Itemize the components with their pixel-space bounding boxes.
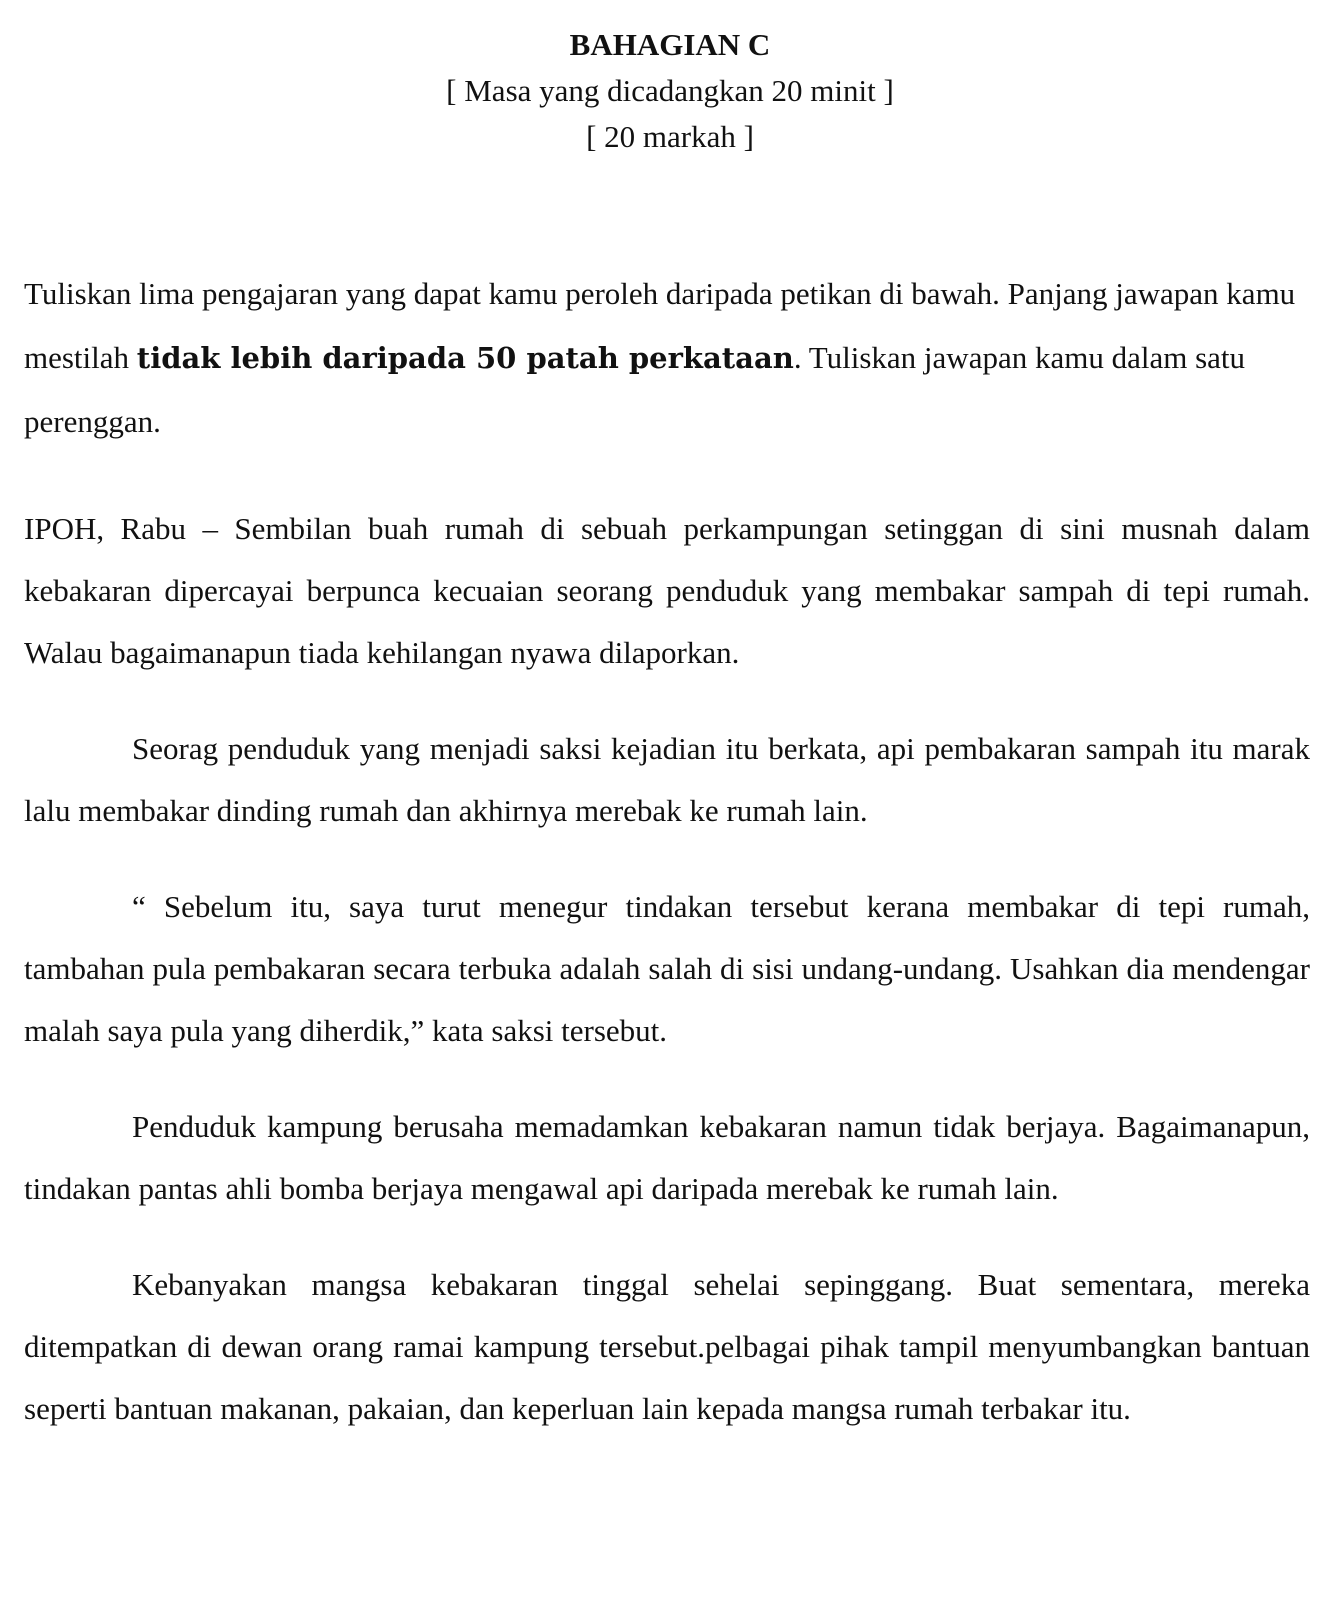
total-marks: [ 20 markah ] — [586, 119, 754, 154]
word-limit-emphasis: tidak lebih daripada 50 patah perkataan — [136, 341, 794, 375]
passage-paragraph-2: Seorag penduduk yang menjadi saksi kejadian itu berkata, api pembakaran sampah itu marak lalu membakar dinding rumah dan akhirnya merebak ke rumah lain. — [24, 731, 1310, 828]
passage-paragraph-3: “ Sebelum itu, saya turut menegur tindakan tersebut kerana membakar di tepi rumah, tambahan pula pembakaran secara terbuka adalah salah di sisi undang-undang. Usahkan dia mendengar malah saya pula yang diherdik,” kata saksi tersebut. — [24, 889, 1310, 1048]
section-title: BAHAGIAN C — [569, 27, 771, 62]
question-body — [24, 262, 1310, 1440]
instruction-part-2: . Tuliskan jawapan kamu dalam satu perenggan. — [24, 340, 1246, 439]
passage-paragraph-4: Penduduk kampung berusaha memadamkan kebakaran namun tidak berjaya. Bagaimanapun, tindakan pantas ahli bomba berjaya mengawal api daripada merebak ke rumah lain. — [24, 1109, 1310, 1206]
passage-paragraph-1: IPOH, Rabu – Sembilan buah rumah di sebuah perkampungan setinggan di sini musnah dalam kebakaran dipercayai berpunca kecuaian seorang penduduk yang membakar sampah di tepi rumah. Walau bagaimanapun tiada kehilangan nyawa dilaporkan. — [24, 511, 1310, 670]
passage-paragraph-5: Kebanyakan mangsa kebakaran tinggal sehelai sepinggang. Buat sementara, mereka ditempatkan di dewan orang ramai kampung tersebut.pelbagai pihak tampil menyumbangkan bantuan seperti bantuan makanan, pakaian, dan keperluan lain kepada mangsa rumah terbakar itu. — [24, 1267, 1310, 1426]
section-header — [0, 22, 1340, 160]
suggested-time: [ Masa yang dicadangkan 20 minit ] — [446, 73, 894, 108]
instruction-text — [24, 262, 1310, 454]
instruction-part-1: Tuliskan lima pengajaran yang dapat kamu peroleh daripada petikan di bawah. Panjang jawapan kamu mestilah — [24, 276, 1296, 375]
